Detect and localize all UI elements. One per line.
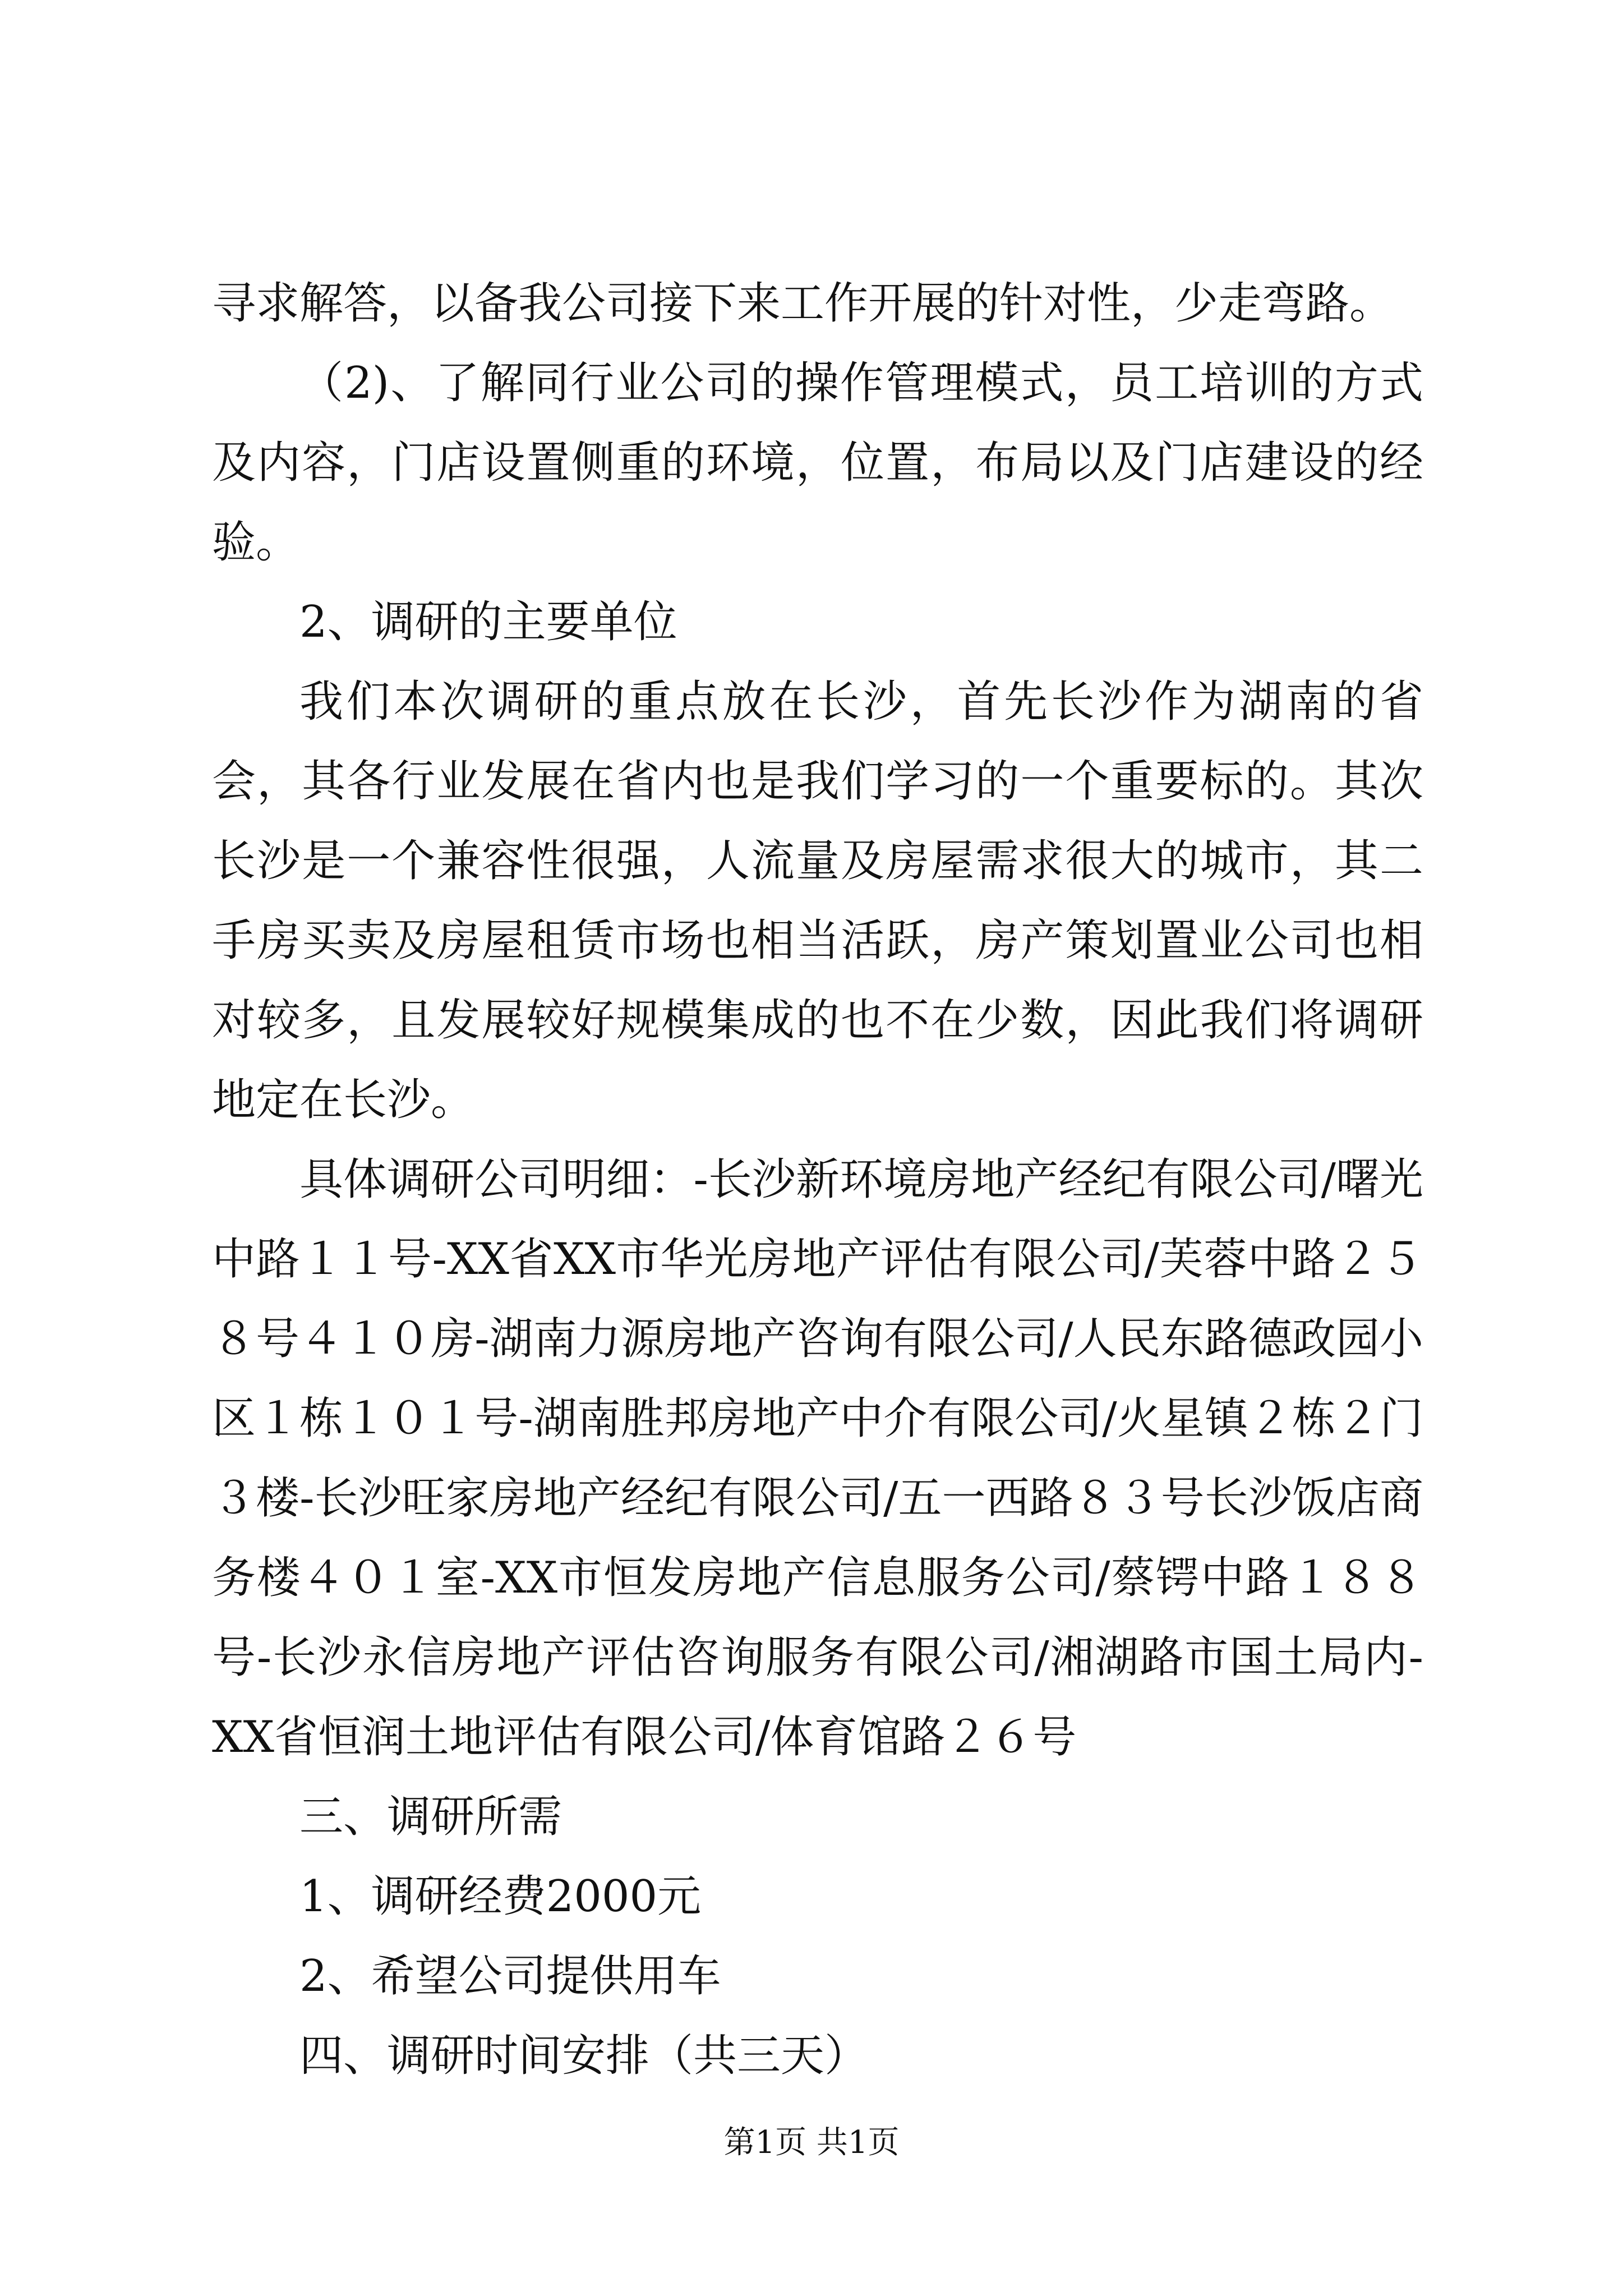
paragraph-location-reason: 我们本次调研的重点放在长沙，首先长沙作为湖南的省会，其各行业发展在省内也是我们学习的一个重要标的。其次长沙是一个兼容性很强，人流量及房屋需求很大的城市，其二手房买卖及房屋租赁市场也相当活跃，房产策划置业公司也相对较多，且发展较好规模集成的也不在少数，因此我们将调研地定在长沙。 — [212, 677, 1423, 1125]
paragraph-continuation: 寻求解答，以备我公司接下来工作开展的针对性，少走弯路。 — [212, 278, 1394, 329]
page-footer — [0, 2123, 1623, 2162]
section-heading-schedule: 四、调研时间安排（共三天） — [299, 2031, 869, 2081]
paragraph-objective-2: （2)、了解同行业公司的操作管理模式，员工培训的方式及内容，门店设置侧重的环境，位置，布局以及门店建设的经验。 — [212, 358, 1423, 568]
section-heading-units: 2、调研的主要单位 — [299, 597, 677, 647]
paragraph-company-list: 具体调研公司明细：-长沙新环境房地产经纪有限公司/曙光中路１１号-XX省XX市华光房地产评估有限公司/芙蓉中路２５８号４１０房-湖南力源房地产咨询有限公司/人民东路德政园小区１栋１０１号-湖南胜邦房地产中介有限公司/火星镇２栋２门３楼-长沙旺家房地产经纪有限公司/五一西路８３号长沙饭店商务楼４０１室-XX市恒发房地产信息服务公司/蔡锷中路１８８号-长沙永信房地产评估咨询服务有限公司/湘湖路市国土局内-XX省恒润土地评估有限公司/体育馆路２６号 — [212, 1154, 1423, 1763]
section-heading-requirements: 三、调研所需 — [299, 1792, 562, 1842]
document-body — [212, 264, 1423, 2096]
requirement-item-vehicle: 2、希望公司提供用车 — [299, 1951, 721, 2001]
requirement-item-budget: 1、调研经费2000元 — [299, 1871, 702, 1922]
page-number-label: 第1页 共1页 — [723, 2124, 900, 2161]
